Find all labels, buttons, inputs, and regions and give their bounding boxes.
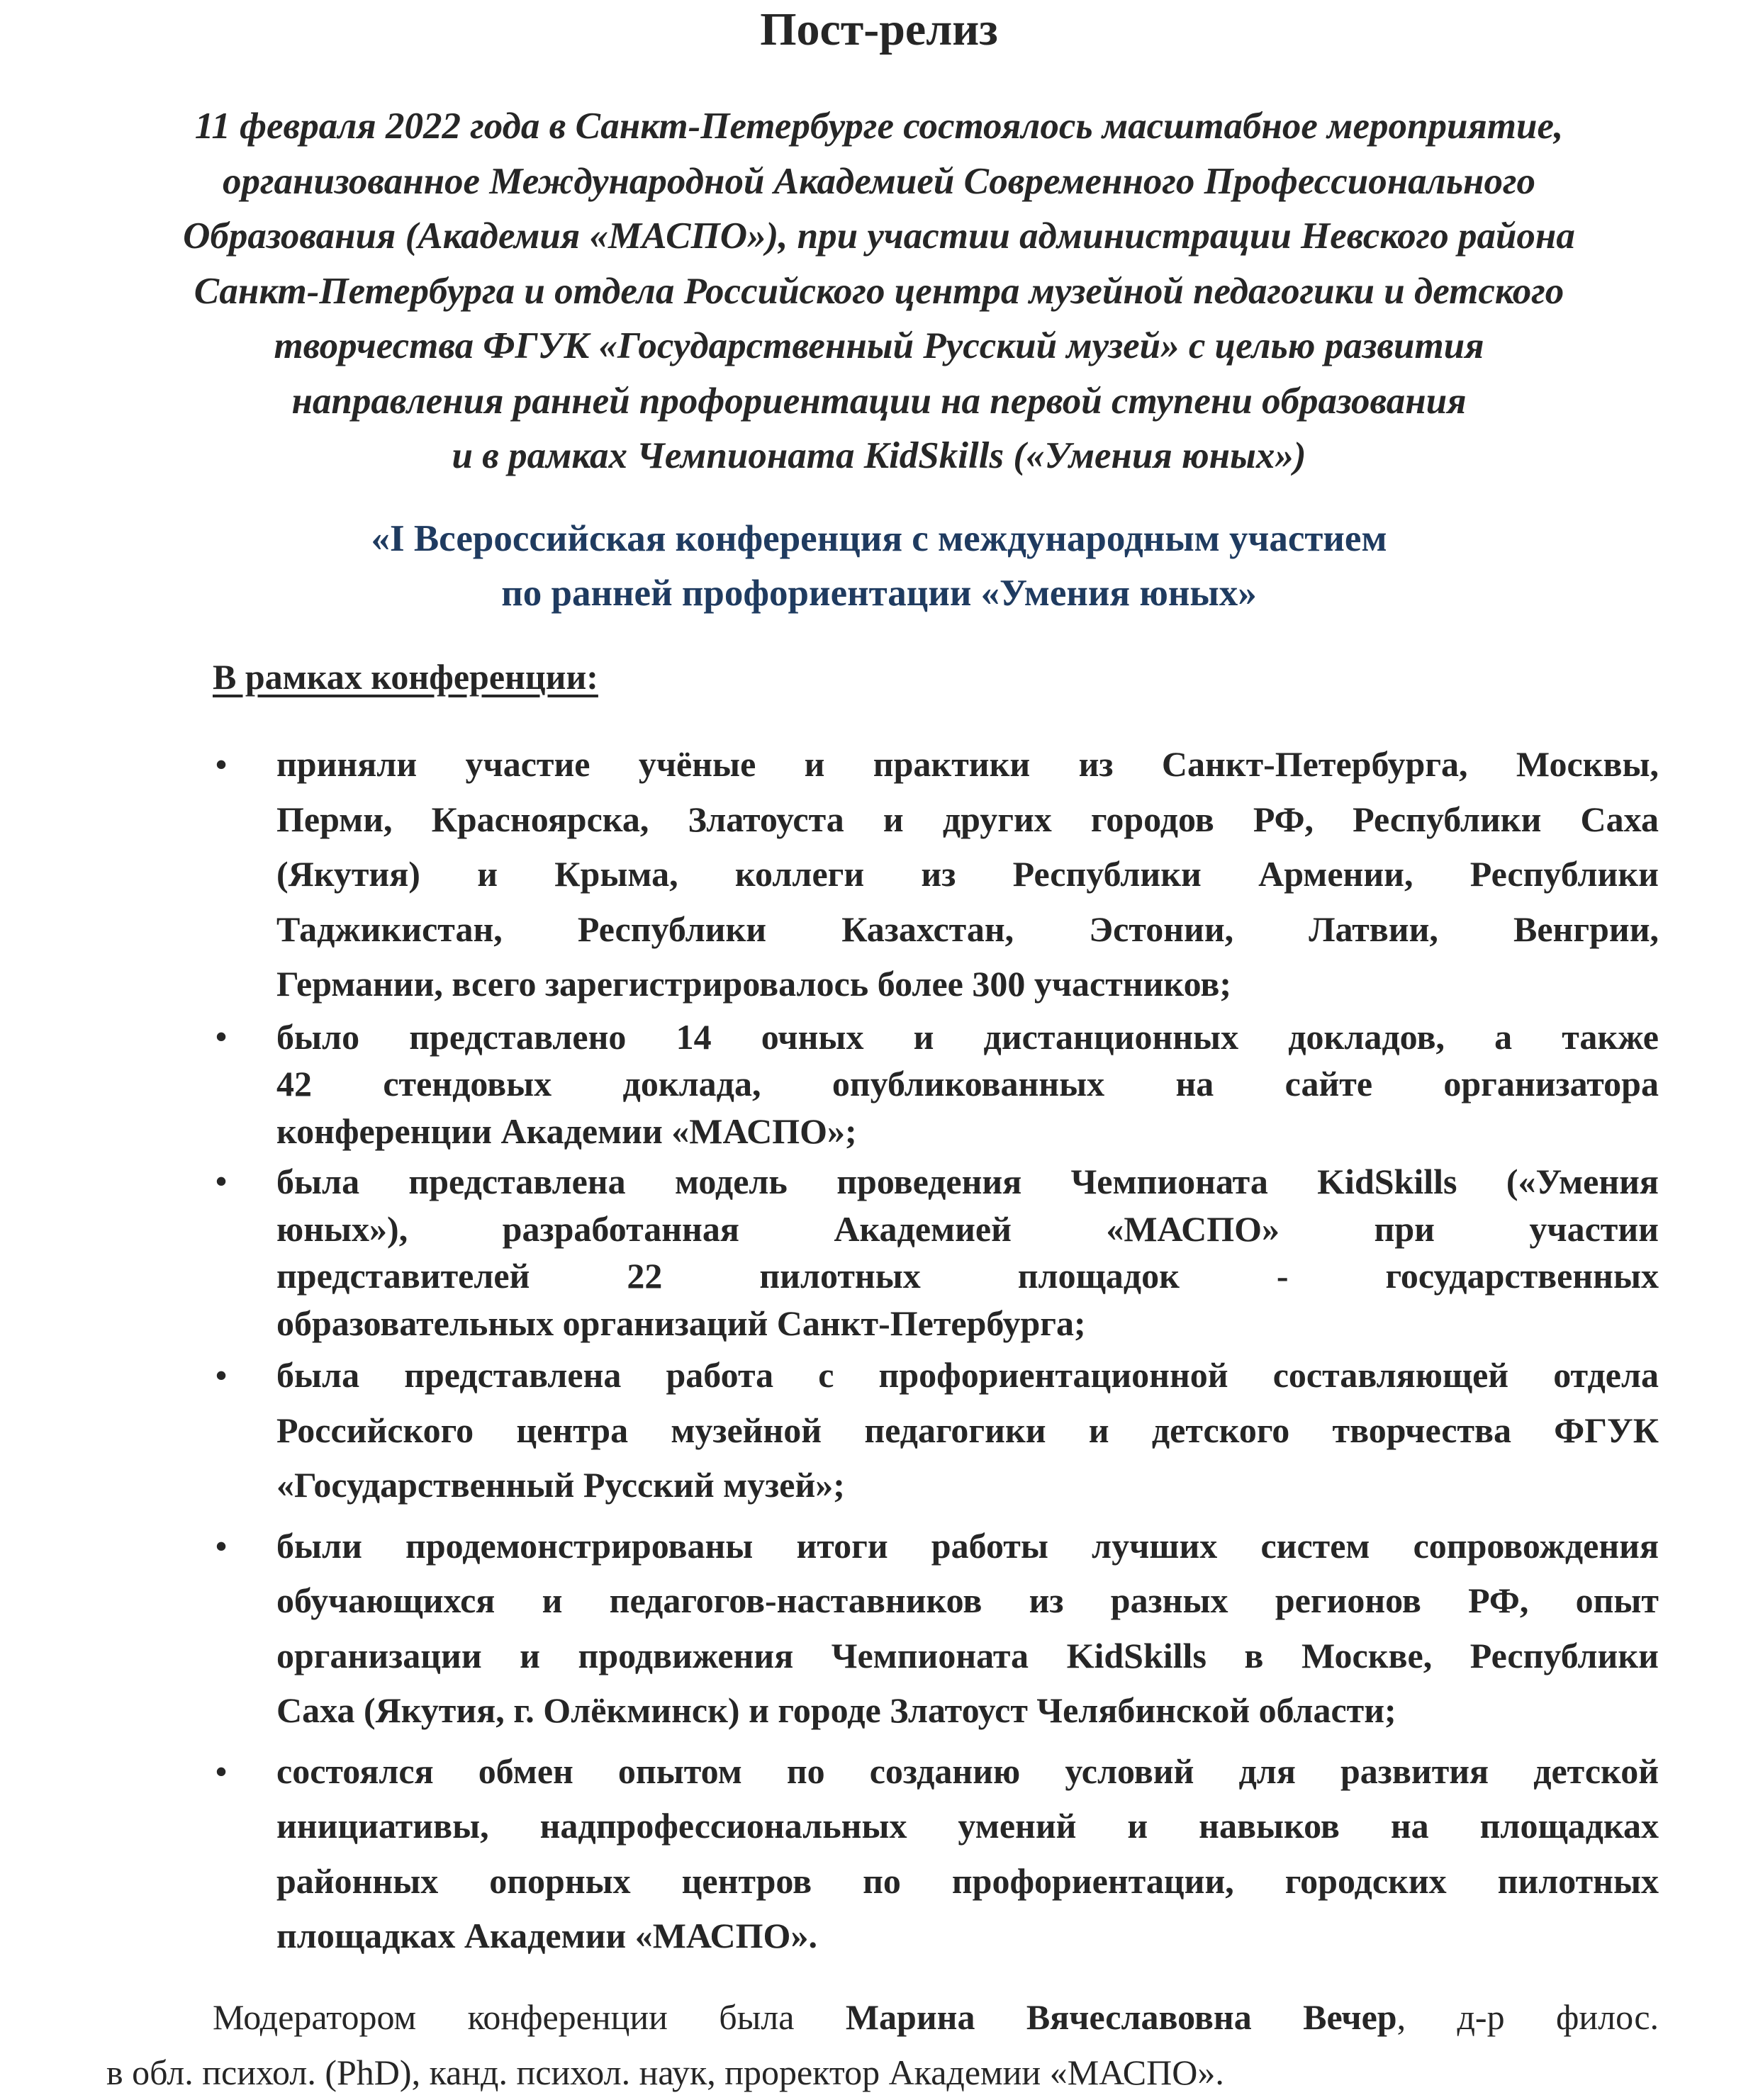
list-item-line: Таджикистан, Республики Казахстан, Эстонии, Латвии, Венгрии,: [276, 909, 1659, 949]
bullet-icon: •: [215, 746, 228, 782]
bullet-icon: •: [215, 1163, 228, 1199]
conference-title-line: по ранней профориентации «Умения юных»: [501, 573, 1257, 614]
intro-paragraph: [106, 99, 1652, 484]
bullet-icon: •: [215, 1018, 228, 1055]
intro-line: организованное Международной Академией Современного Профессионального: [222, 160, 1536, 202]
closing-line: в обл. психол. (PhD), канд. психол. наук, проректор Академии «МАСПО».: [106, 2053, 1224, 2092]
list-item-line: Саха (Якутия, г. Олёкминск) и городе Златоуст Челябинской области;: [276, 1690, 1396, 1730]
list-item-line: обучающихся и педагогов-наставников из разных регионов РФ, опыт: [276, 1580, 1659, 1620]
list-item-line: состоялся обмен опытом по созданию условий для развития детской: [276, 1751, 1659, 1791]
closing-suffix: , д-р филос.: [1396, 1997, 1659, 2037]
list-item-line: Перми, Красноярска, Златоуста и других городов РФ, Республики Саха: [276, 799, 1659, 839]
list-item: [213, 1348, 1659, 1513]
bullet-icon: •: [215, 1753, 228, 1790]
bullet-list: [213, 737, 1659, 1964]
list-item-line: конференции Академии «МАСПО»;: [276, 1111, 857, 1151]
list-item: [213, 1158, 1659, 1347]
list-item-line: (Якутия) и Крыма, коллеги из Республики Армении, Республики: [276, 854, 1659, 894]
list-item: [213, 1744, 1659, 1964]
list-item-line: Российского центра музейной педагогики и детского творчества ФГУК: [276, 1410, 1659, 1450]
list-item-line: представителей 22 пилотных площадок - государственных: [276, 1256, 1659, 1296]
moderator-name: Марина Вячеславовна Вечер: [845, 1997, 1397, 2037]
bullet-icon: •: [215, 1357, 228, 1393]
document-title: Пост-релиз: [760, 4, 998, 55]
intro-line: Санкт-Петербурга и отдела Российского центра музейной педагогики и детского: [194, 270, 1564, 312]
conference-title-line: «I Всероссийская конференция с международным участием: [371, 518, 1387, 559]
intro-line: Образования (Академия «МАСПО»), при участии администрации Невского района: [183, 215, 1575, 257]
list-item-line: 42 стендовых доклада, опубликованных на сайте организатора: [276, 1064, 1659, 1104]
closing-line: [106, 1989, 1659, 2045]
list-item-line: было представлено 14 очных и дистанционных докладов, а также: [276, 1016, 1659, 1057]
intro-line: направления ранней профориентации на первой ступени образования: [291, 380, 1467, 422]
list-item: [213, 1013, 1659, 1155]
closing-prefix: Модератором конференции была: [213, 1997, 846, 2037]
conference-title: [0, 512, 1758, 621]
list-item-line: площадках Академии «МАСПО».: [276, 1916, 817, 1955]
list-item-line: инициативы, надпрофессиональных умений и навыков на площадках: [276, 1806, 1659, 1846]
list-item: [213, 737, 1659, 1012]
list-item-line: были продемонстрированы итоги работы лучших систем сопровождения: [276, 1525, 1659, 1566]
intro-line: 11 февраля 2022 года в Санкт-Петербурге состоялось масштабное мероприятие,: [194, 106, 1564, 147]
intro-line: и в рамках Чемпионата KidSkills («Умения юных»): [452, 435, 1306, 476]
intro-line: творчества ФГУК «Государственный Русский музей» с целью развития: [274, 325, 1484, 366]
list-item-line: образовательных организаций Санкт-Петербурга;: [276, 1303, 1086, 1343]
list-item-line: Германии, всего зарегистрировалось более 300 участников;: [276, 964, 1231, 1004]
list-item: [213, 1519, 1659, 1739]
list-item-line: «Государственный Русский музей»;: [276, 1465, 845, 1505]
bullet-icon: •: [215, 1527, 228, 1564]
list-item-line: была представлена работа с профориентационной составляющей отдела: [276, 1355, 1659, 1395]
section-heading: В рамках конференции:: [213, 657, 598, 697]
list-item-line: юных»), разработанная Академией «МАСПО» при участии: [276, 1208, 1659, 1249]
list-item-line: районных опорных центров по профориентации, городских пилотных: [276, 1860, 1659, 1901]
closing-paragraph: [106, 1989, 1659, 2100]
list-item-line: была представлена модель проведения Чемпионата KidSkills («Умения: [276, 1162, 1659, 1201]
list-item-line: приняли участие учёные и практики из Санкт-Петербурга, Москвы,: [276, 744, 1659, 784]
list-item-line: организации и продвижения Чемпионата KidSkills в Москве, Республики: [276, 1635, 1659, 1675]
